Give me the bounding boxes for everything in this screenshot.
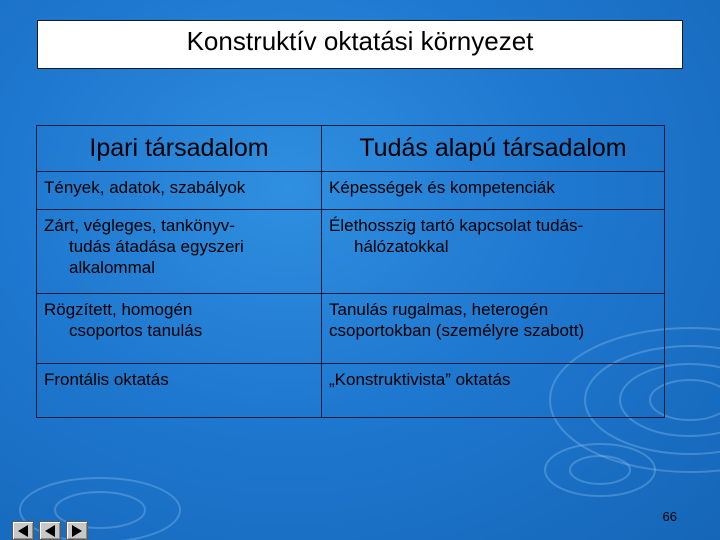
header-knowledge-society: Tudás alapú társadalom <box>322 126 665 172</box>
cell-line: „Konstruktivista” oktatás <box>329 370 511 389</box>
table-row <box>37 172 665 210</box>
page-number: 66 <box>662 509 677 524</box>
table-cell <box>37 210 322 294</box>
table-cell <box>322 210 665 294</box>
arrow-right-icon <box>72 525 82 537</box>
cell-line: hálózatokkal <box>354 237 449 256</box>
table-row <box>37 364 665 418</box>
return-button[interactable] <box>39 521 61 540</box>
table-row <box>37 210 665 294</box>
table-header-row <box>37 126 665 172</box>
table-cell <box>37 172 322 210</box>
cell-line: Élethosszig tartó kapcsolat tudás- <box>329 216 584 235</box>
header-industrial-society: Ipari társadalom <box>37 126 322 172</box>
table-cell <box>37 364 322 418</box>
slide-title: Konstruktív oktatási környezet <box>186 26 534 56</box>
cell-line: Tanulás rugalmas, heterogén <box>329 300 549 319</box>
previous-slide-button[interactable] <box>12 521 34 540</box>
return-icon <box>45 525 55 537</box>
arrow-left-icon <box>18 525 28 537</box>
table-cell <box>37 294 322 364</box>
cell-line: Képességek és kompetenciák <box>329 178 555 197</box>
table-cell <box>322 364 665 418</box>
cell-line: csoportokban (személyre szabott) <box>329 321 585 340</box>
cell-line: Frontális oktatás <box>44 370 169 389</box>
slide-title-box <box>37 20 683 69</box>
table-row <box>37 294 665 364</box>
cell-line: Tények, adatok, szabályok <box>44 178 246 197</box>
cell-line: tudás átadása egyszeri <box>69 237 244 256</box>
cell-line: Rögzített, homogén <box>44 300 193 319</box>
cell-line: Zárt, végleges, tankönyv- <box>44 216 235 235</box>
cell-line: alkalommal <box>69 258 155 277</box>
table-cell <box>322 172 665 210</box>
slide-navigation <box>12 521 93 540</box>
next-slide-button[interactable] <box>66 521 88 540</box>
comparison-table <box>36 125 665 418</box>
table-cell <box>322 294 665 364</box>
cell-line: csoportos tanulás <box>69 321 203 340</box>
